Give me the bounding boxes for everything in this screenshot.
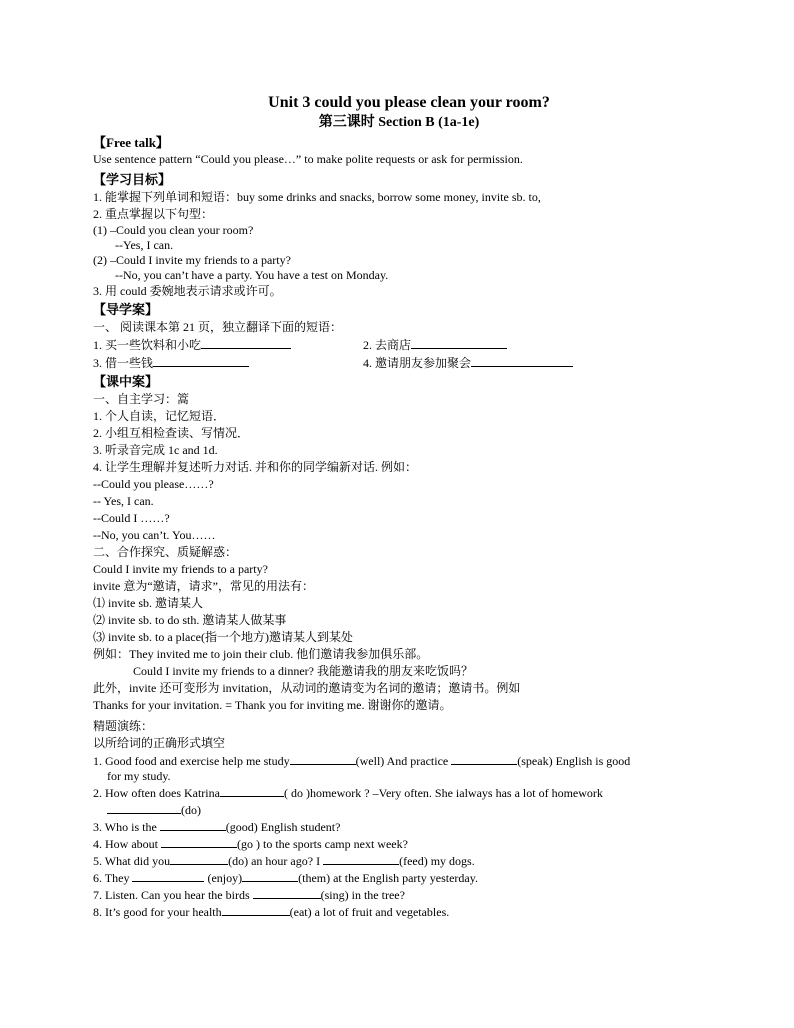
answer-blank[interactable] bbox=[451, 752, 517, 765]
explore-line: Could I invite my friends to a dinner? 我能邀请我的朋友来吃饭吗？ bbox=[133, 664, 473, 678]
answer-blank[interactable] bbox=[170, 852, 228, 865]
guide-intro: 一、 阅读课本第 21 页，独立翻译下面的短语： bbox=[93, 320, 343, 334]
exercise-item: 2. How often does Katrina ( do )homework ? –Very often. She ialways has a lot of homework bbox=[93, 786, 603, 800]
goal-line: 2. 重点掌握以下句型： bbox=[93, 207, 214, 221]
answer-blank[interactable] bbox=[160, 818, 226, 831]
goals-header: 【学习目标】 bbox=[93, 172, 172, 187]
explore-line: invite 意为“邀请，请求”，常见的用法有： bbox=[93, 579, 314, 593]
phrase-prompt: 3. 借一些钱 bbox=[93, 356, 154, 370]
class-header: 【课中案】 bbox=[93, 374, 159, 389]
answer-blank[interactable] bbox=[290, 752, 356, 765]
dialog-line: --Could I ……? bbox=[93, 511, 170, 525]
dialog-line: -- Yes, I can. bbox=[93, 494, 154, 508]
answer-blank[interactable] bbox=[107, 801, 181, 814]
dialog-line: --Could you please……? bbox=[93, 477, 214, 491]
goal-line: 1. 能掌握下列单词和短语：buy some drinks and snacks, borrow some money, invite sb. to, bbox=[93, 190, 541, 204]
self-study-line: 1. 个人自读，记忆短语． bbox=[93, 409, 226, 423]
page-title: Unit 3 could you please clean your room? bbox=[268, 94, 550, 111]
goal-line: --Yes, I can. bbox=[115, 238, 174, 252]
exercise-item: 7. Listen. Can you hear the birds (sing) in the tree? bbox=[93, 888, 405, 902]
exercise-item: 8. It’s good for your health (eat) a lot of fruit and vegetables. bbox=[93, 905, 450, 919]
phrase-prompt: 1. 买一些饮料和小吃 bbox=[93, 338, 202, 352]
dialog-line: --No, you can’t. You…… bbox=[93, 528, 216, 542]
explore-line: Thanks for your invitation. = Thank you for inviting me. 谢谢你的邀请。 bbox=[93, 698, 452, 712]
guide-row bbox=[93, 336, 705, 354]
guide-header: 【导学案】 bbox=[93, 302, 159, 317]
self-study-line: 3. 听录音完成 1c and 1d. bbox=[93, 443, 218, 457]
self-study-line: 2. 小组互相检查读、写情况． bbox=[93, 426, 250, 440]
free-talk-header: 【Free talk】 bbox=[93, 135, 169, 150]
explore-line: ⑴ invite sb. 邀请某人 bbox=[93, 596, 203, 610]
answer-blank[interactable] bbox=[222, 903, 290, 916]
goal-line: --No, you can’t have a party. You have a test on Monday. bbox=[115, 268, 389, 282]
explore-line: ⑵ invite sb. to do sth. 邀请某人做某事 bbox=[93, 613, 287, 627]
goal-line: (1) –Could you clean your room? bbox=[93, 223, 254, 237]
exercise-item: 5. What did you (do) an hour ago? I (feed) my dogs. bbox=[93, 854, 475, 868]
self-study-line: 4. 让学生理解并复述听力对话. 并和你的同学编新对话. 例如： bbox=[93, 460, 418, 474]
answer-blank[interactable] bbox=[253, 886, 321, 899]
worksheet-page bbox=[93, 92, 705, 920]
explore-line: 此外，invite 还可变形为 invitation，从动词的邀请变为名词的邀请；邀请书。例如 bbox=[93, 681, 521, 695]
explore-line: Could I invite my friends to a party? bbox=[93, 562, 268, 576]
answer-blank[interactable] bbox=[242, 869, 298, 882]
explore-title: 二、合作探究、质疑解惑： bbox=[93, 545, 238, 559]
self-study-title: 一、自主学习：篙 bbox=[93, 392, 190, 406]
answer-blank[interactable] bbox=[471, 354, 573, 367]
goal-line: 3. 用 could 委婉地表示请求或许可。 bbox=[93, 284, 282, 298]
exercise-item: 6. They (enjoy) (them) at the English party yesterday. bbox=[93, 871, 478, 885]
answer-blank[interactable] bbox=[132, 869, 204, 882]
exercise-item: 3. Who is the (good) English student? bbox=[93, 820, 341, 834]
phrase-prompt: 2. 去商店 bbox=[363, 338, 412, 352]
goal-line: (2) –Could I invite my friends to a party? bbox=[93, 253, 291, 267]
answer-blank[interactable] bbox=[201, 336, 291, 349]
exercise-item: 1. Good food and exercise help me study (well) And practice (speak) English is good bbox=[93, 754, 631, 768]
answer-blank[interactable] bbox=[153, 354, 249, 367]
explore-line: ⑶ invite sb. to a place(指一个地方)邀请某人到某处 bbox=[93, 630, 353, 644]
exercise-item-cont: (do) bbox=[93, 801, 705, 818]
phrase-prompt: 4. 邀请朋友参加聚会 bbox=[363, 356, 472, 370]
exercise-item: 4. How about (go ) to the sports camp next week? bbox=[93, 837, 408, 851]
practice-title: 精题演练： bbox=[93, 719, 154, 733]
answer-blank[interactable] bbox=[323, 852, 399, 865]
lesson-subtitle: 第三课时 Section B (1a-1e) bbox=[318, 115, 480, 130]
explore-line: 例如：They invited me to join their club. 他们邀请我参加俱乐部。 bbox=[93, 647, 429, 661]
free-talk-text: Use sentence pattern “Could you please…” to make polite requests or ask for permission. bbox=[93, 152, 523, 166]
practice-instruction: 以所给词的正确形式填空 bbox=[93, 736, 226, 750]
guide-row bbox=[93, 354, 705, 372]
answer-blank[interactable] bbox=[220, 784, 284, 797]
answer-blank[interactable] bbox=[411, 336, 507, 349]
exercise-item-cont: for my study. bbox=[107, 769, 171, 783]
answer-blank[interactable] bbox=[161, 835, 237, 848]
